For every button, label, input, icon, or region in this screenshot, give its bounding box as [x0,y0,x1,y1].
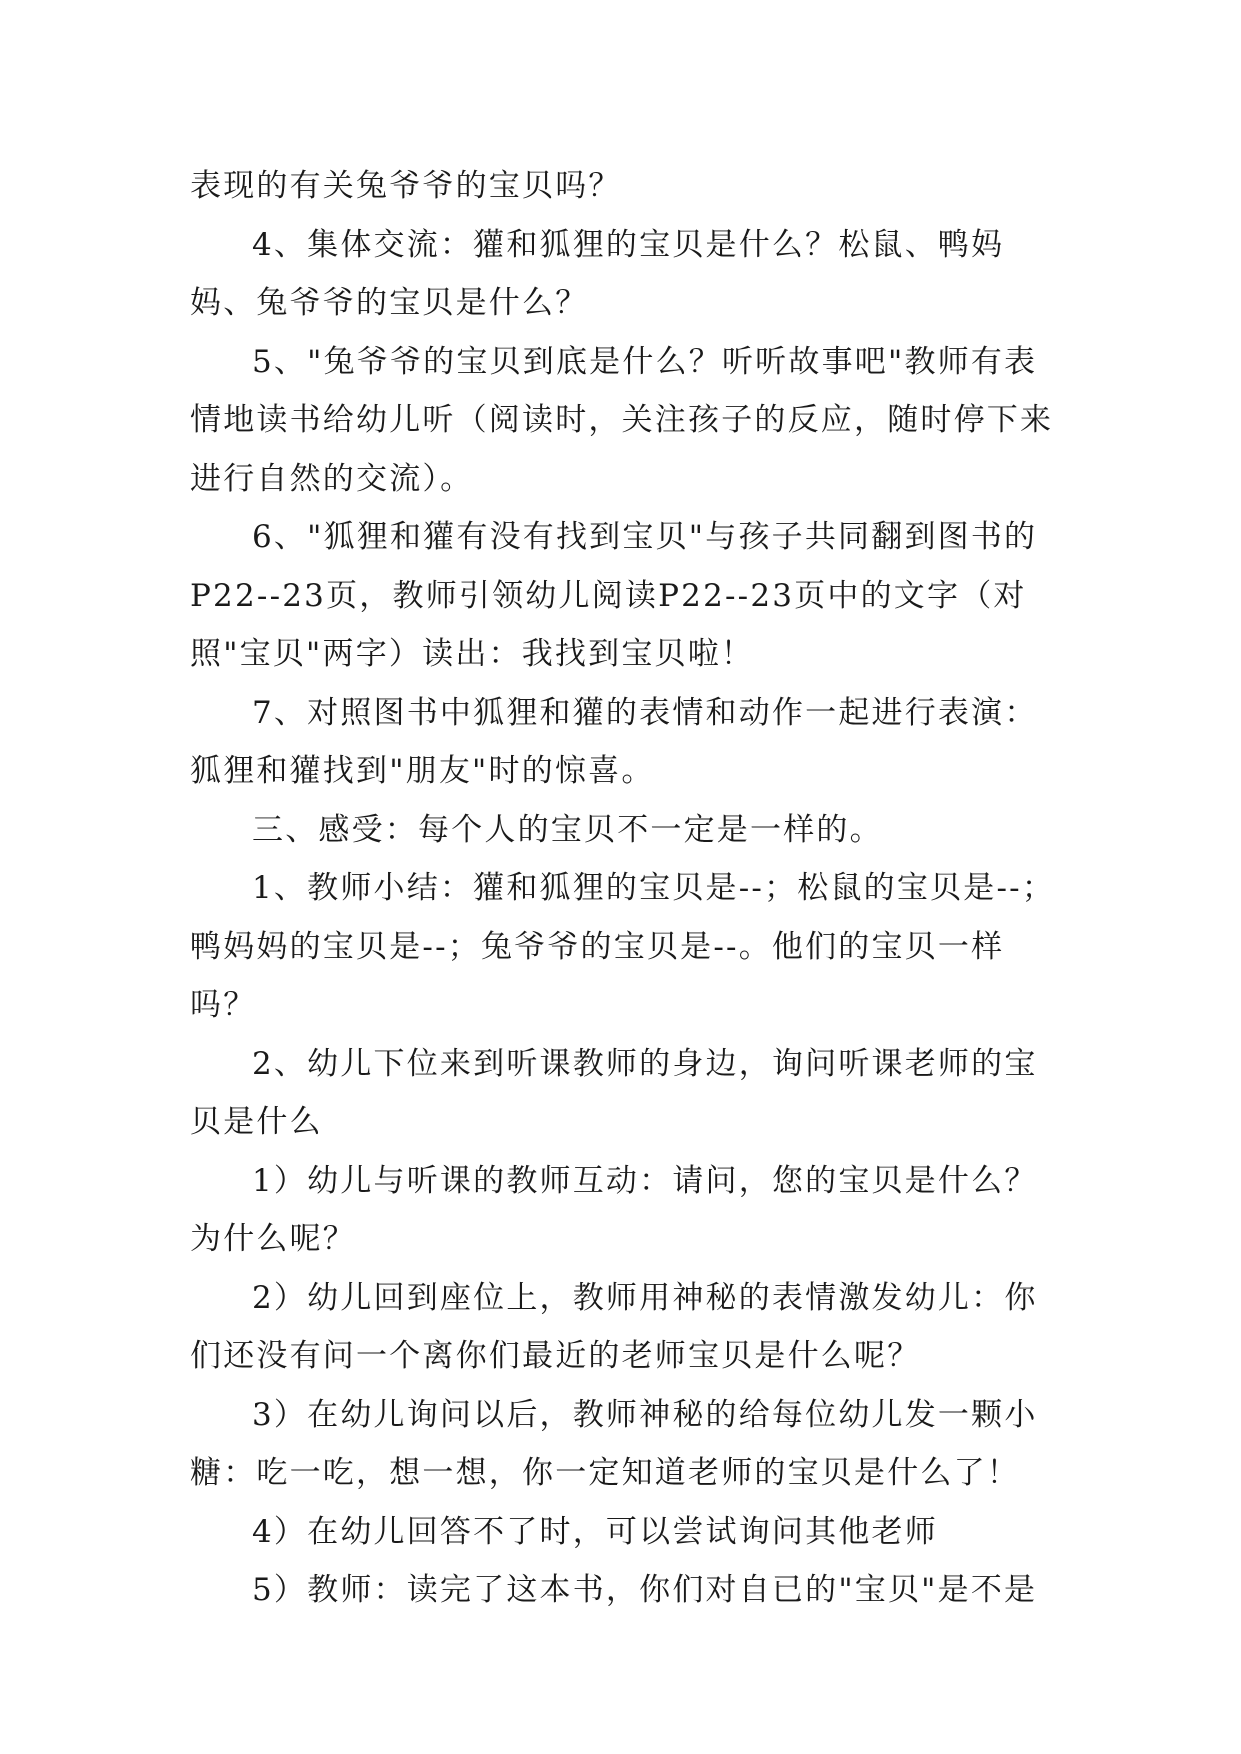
paragraph: 2）幼儿回到座位上，教师用神秘的表情激发幼儿：你们还没有问一个离你们最近的老师宝贝是什么呢？ [190,1279,1038,1374]
paragraph: 3）在幼儿询问以后，教师神秘的给每位幼儿发一颗小糖：吃一吃，想一想，你一定知道老师的宝贝是什么了！ [190,1396,1038,1491]
paragraph: 4）在幼儿回答不了时，可以尝试询问其他老师 [252,1513,938,1550]
paragraph: 4、集体交流：獾和狐狸的宝贝是什么？松鼠、鸭妈妈、兔爷爷的宝贝是什么？ [190,226,1005,321]
paragraph: 1、教师小结：獾和狐狸的宝贝是--；松鼠的宝贝是--；鸭妈妈的宝贝是--；兔爷爷的宝贝是--。他们的宝贝一样吗？ [190,870,1056,1023]
document-body [190,157,1070,1620]
paragraph: 表现的有关兔爷爷的宝贝吗？ [190,168,622,204]
paragraph: 5）教师：读完了这本书，你们对自已的"宝贝"是不是 [252,1572,1038,1608]
paragraph: 1）幼儿与听课的教师互动：请问，您的宝贝是什么？为什么呢？ [190,1162,1038,1257]
paragraph: 2、幼儿下位来到听课教师的身边，询问听课老师的宝贝是什么 [190,1045,1038,1140]
section-heading: 三、感受：每个人的宝贝不一定是一样的。 [252,811,883,848]
paragraph: 5、"兔爷爷的宝贝到底是什么？听听故事吧"教师有表情地读书给幼儿听（阅读时，关注孩子的反应，随时停下来进行自然的交流）。 [190,343,1054,497]
paragraph: 7、对照图书中狐狸和獾的表情和动作一起进行表演：狐狸和獾找到"朋友"时的惊喜。 [190,694,1038,789]
paragraph: 6、"狐狸和獾有没有找到宝贝"与孩子共同翻到图书的P22--23页，教师引领幼儿阅读P22--23页中的文字（对照"宝贝"两字）读出：我找到宝贝啦！ [190,519,1038,672]
